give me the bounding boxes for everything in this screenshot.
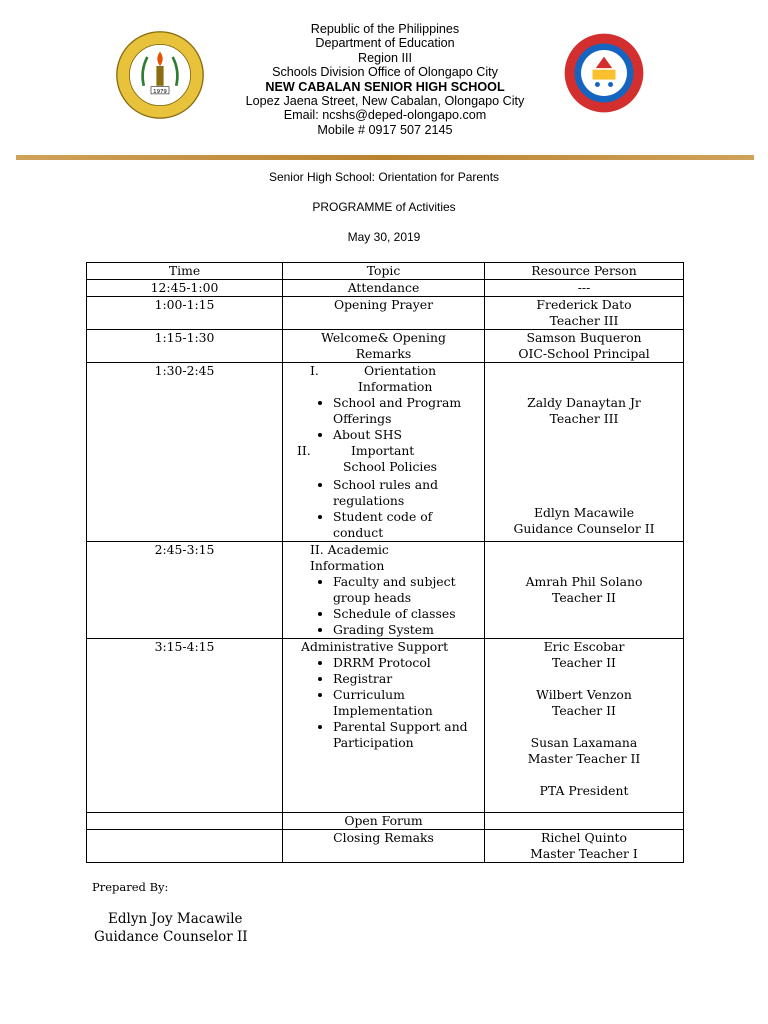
school-mobile: Mobile # 0917 507 2145	[317, 122, 453, 137]
header-topic: Topic	[283, 263, 485, 280]
list-item: • School rules and regulations	[333, 477, 481, 509]
person-role: Teacher III	[549, 411, 619, 426]
cell-topic: Open Forum	[283, 813, 485, 830]
person-role: Master Teacher I	[530, 846, 638, 861]
signatory-name: Edlyn Joy Macawile	[108, 911, 243, 927]
section-title-cont: Information	[358, 379, 433, 394]
cell-topic: Attendance	[283, 280, 485, 297]
cell-time: 3:15-4:15	[87, 639, 283, 813]
table-row	[87, 297, 684, 330]
table-row	[87, 330, 684, 363]
person-role: Teacher II	[552, 590, 616, 605]
cell-topic	[283, 542, 485, 639]
cell-time: 2:45-3:15	[87, 542, 283, 639]
cell-topic: Opening Prayer	[283, 297, 485, 330]
list-item: • DRRM Protocol	[333, 655, 481, 671]
person-name: Zaldy Danaytan Jr	[527, 395, 641, 410]
topic-line: Welcome& Opening	[321, 330, 446, 345]
list-item: • Registrar	[333, 671, 481, 687]
person-role: Teacher II	[552, 703, 616, 718]
programme-table	[86, 262, 684, 863]
person-name: Eric Escobar	[543, 639, 625, 654]
person-name: Samson Buqueron	[526, 330, 642, 345]
section-heading	[297, 443, 481, 475]
section-items	[324, 574, 481, 638]
table-row	[87, 542, 684, 639]
list-item: • Parental Support and Participation	[333, 719, 481, 751]
section-number: I.	[310, 363, 319, 378]
list-item: • Grading System	[333, 622, 481, 638]
cell-person	[485, 639, 684, 813]
cell-person	[485, 330, 684, 363]
signatory	[94, 910, 248, 946]
cell-person	[485, 363, 684, 542]
letterhead-line: Department of Education	[315, 36, 455, 51]
letterhead-line: Schools Division Office of Olongapo City	[272, 65, 498, 80]
person-name: Richel Quinto	[541, 830, 627, 845]
cell-topic: Closing Remaks	[283, 830, 485, 863]
person-role: OIC-School Principal	[518, 346, 650, 361]
section-heading-cont: Information	[310, 558, 385, 573]
person-role: Teacher II	[552, 655, 616, 670]
letterhead	[220, 22, 550, 137]
cell-person	[485, 813, 684, 830]
division-seal-logo	[563, 32, 645, 114]
table-row	[87, 639, 684, 813]
list-item: • Student code of conduct	[333, 509, 481, 541]
prepared-by-label: Prepared By:	[92, 880, 169, 894]
list-item: • School and Program Offerings	[333, 395, 481, 427]
school-email: Email: ncshs@deped-olongapo.com	[283, 108, 487, 123]
person-role: Master Teacher II	[527, 751, 641, 766]
person-name: Wilbert Venzon	[536, 687, 632, 702]
header-resource-person: Resource Person	[485, 263, 684, 280]
table-row	[87, 813, 684, 830]
cell-time	[87, 813, 283, 830]
person-name: PTA President	[539, 783, 629, 798]
document-title: Senior High School: Orientation for Parents	[268, 170, 500, 184]
person-name: Amrah Phil Solano	[525, 574, 643, 589]
letterhead-divider	[16, 155, 754, 160]
person-role: Teacher III	[549, 313, 619, 328]
table-row	[87, 830, 684, 863]
section-title-cont: School Policies	[343, 459, 438, 474]
list-item: • Curriculum Implementation	[333, 687, 481, 719]
school-seal-logo	[115, 30, 205, 120]
list-item: • Faculty and subject group heads	[333, 574, 481, 606]
cell-person	[485, 542, 684, 639]
person-name: Frederick Dato	[536, 297, 632, 312]
table-header-row	[87, 263, 684, 280]
section-heading: II. Academic	[310, 542, 389, 557]
letterhead-line: Region III	[358, 50, 412, 65]
list-item: • Schedule of classes	[333, 606, 481, 622]
section-number: II.	[297, 443, 311, 458]
cell-topic	[283, 330, 485, 363]
section-title: Important	[351, 443, 415, 458]
letterhead-line: Republic of the Philippines	[310, 22, 460, 36]
section-title: Orientation	[364, 363, 437, 378]
cell-person	[485, 297, 684, 330]
section-items	[324, 655, 481, 751]
cell-time: 1:00-1:15	[87, 297, 283, 330]
cell-time: 1:30-2:45	[87, 363, 283, 542]
topic-line: Remarks	[355, 346, 412, 361]
header-time: Time	[87, 263, 283, 280]
signatory-role: Guidance Counselor II	[94, 929, 248, 945]
section-items	[324, 395, 481, 443]
cell-time	[87, 830, 283, 863]
cell-time: 12:45-1:00	[87, 280, 283, 297]
cell-time: 1:15-1:30	[87, 330, 283, 363]
person-role: Guidance Counselor II	[513, 521, 655, 536]
school-address: Lopez Jaena Street, New Cabalan, Olongapo City	[245, 94, 525, 109]
seal-year: 1979	[153, 89, 167, 96]
person-name: Susan Laxamana	[530, 735, 638, 750]
document-titles	[0, 170, 768, 245]
section-items	[324, 477, 481, 541]
cell-topic	[283, 363, 485, 542]
section-heading: Administrative Support	[301, 639, 449, 654]
list-item: • About SHS	[333, 427, 481, 443]
section-heading	[310, 363, 481, 395]
document-subtitle: PROGRAMME of Activities	[312, 200, 456, 214]
table-row	[87, 363, 684, 542]
person-name: Edlyn Macawile	[533, 505, 635, 520]
table-row	[87, 280, 684, 297]
cell-topic	[283, 639, 485, 813]
school-name: NEW CABALAN SENIOR HIGH SCHOOL	[265, 79, 505, 94]
cell-person: ---	[485, 280, 684, 297]
cell-person	[485, 830, 684, 863]
document-date: May 30, 2019	[347, 230, 421, 244]
